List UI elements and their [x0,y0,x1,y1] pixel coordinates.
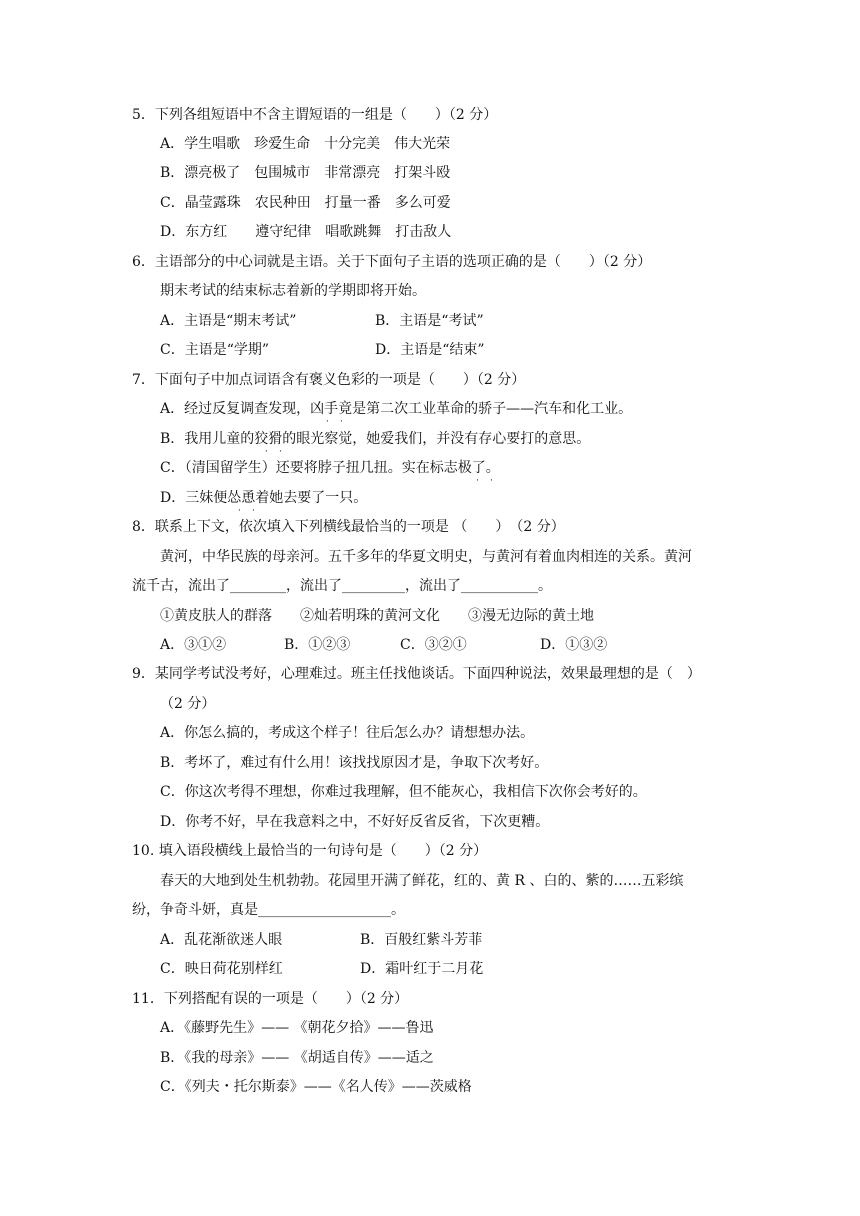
question-9-stem: 9．某同学考试没考好，心理难过。班主任找他谈话。下面四种说法，效果最理想的是（ ） [132,666,701,682]
question-6-stem: 6．主语部分的中心词就是主语。关于下面句子主语的选项正确的是（ ）（2 分） [132,254,652,270]
emphasis-dot: · [265,447,268,457]
emphasis-dot: · [340,417,343,427]
question-11-option-a: A．《藤野先生》—— 《朝花夕拾》——鲁迅 [160,1020,434,1036]
question-5-option-b: B．漂亮极了 包围城市 非常漂亮 打架斗殴 [160,165,451,181]
emphasis-dot: · [490,476,493,486]
emphasis-dot: · [326,417,329,427]
question-6-sentence: 期末考试的结束标志着新的学期即将开始。 [160,283,426,299]
emphasis-dot: · [252,506,255,516]
question-6-option-b: B．主语是“考试” [375,313,484,329]
question-5-option-a: A．学生唱歌 珍爱生命 十分完美 伟大光荣 [160,136,451,152]
emphasis-dot: · [238,506,241,516]
question-6-option-c: C．主语是“学期” [160,342,270,358]
question-5-option-d: D．东方红 遵守纪律 唱歌跳舞 打击敌人 [160,224,452,240]
question-8-choices: ①黄皮肤人的群落 ②灿若明珠的黄河文化 ③漫无边际的黄土地 [160,608,594,624]
question-7-option-b: B．我用儿童的狡猾的眼光察觉，她爱我们，并没有存心要打的意思。 [160,431,591,447]
emphasis-dot: · [279,447,282,457]
question-11-option-b: B．《我的母亲》—— 《胡适自传》——适之 [160,1050,434,1066]
question-8-option-b: B．①②③ [284,637,351,653]
question-8-option-d: D．①③② [540,637,608,653]
question-10-passage-line-2: 纷，争奇斗妍，真是___________________。 [132,902,405,918]
question-7-option-a: A．经过反复调查发现，凶手竟是第二次工业革命的骄子——汽车和化工业。 [160,401,633,417]
emphasis-dot: · [476,476,479,486]
question-6-option-d: D．主语是“结束” [375,342,485,358]
question-10-passage-line-1: 春天的大地到处生机勃勃。花园里开满了鲜花，红的、黄 R 、白的、紫的……五彩缤 [160,873,684,889]
question-7-stem: 7．下面句子中加点词语含有褒义色彩的一项是（ ）（2 分） [132,372,526,388]
question-11-option-c: C．《列夫・托尔斯泰》——《名人传》——茨威格 [160,1079,472,1095]
question-8-option-c: C．③②① [400,637,467,653]
question-9-option-b: B．考坏了，难过有什么用！该找找原因才是，争取下次考好。 [160,755,549,771]
question-8-stem: 8．联系上下文，依次填入下列横线最恰当的一项是 （ ） （2 分） [132,519,565,535]
question-8-passage-line-2: 流千古，流出了________，流出了_________，流出了___________。 [132,578,552,594]
question-9-option-d: D．你考不好，早在我意料之中，不好好反省反省，下次更糟。 [160,814,550,830]
question-8-passage-line-1: 黄河，中华民族的母亲河。五千多年的华夏文明史，与黄河有着血肉相连的关系。黄河 [160,549,692,565]
question-7-option-d: D．三妹便怂恿着她去要了一只。 [160,490,368,506]
question-11-stem: 11．下列搭配有误的一项是（ ）（2 分） [132,991,409,1007]
question-10-option-b: B．百般红紫斗芳菲 [360,932,483,948]
question-10-option-c: C．映日荷花别样红 [160,961,283,977]
question-6-option-a: A．主语是“期末考试” [160,313,297,329]
question-9-option-a: A．你怎么搞的，考成这个样子！往后怎么办？请想想办法。 [160,725,535,741]
question-9-score: （2 分） [160,696,216,712]
question-7-option-c: C．（清国留学生）还要将脖子扭几扭。实在标志极了。 [160,460,500,476]
question-5-stem: 5．下列各组短语中不含主谓短语的一组是（ ）（2 分） [132,107,498,123]
question-9-option-c: C．你这次考得不理想，你难过我理解，但不能灰心，我相信下次你会考好的。 [160,784,647,800]
question-10-stem: 10. 填入语段横线上最恰当的一句诗句是（ ）（2 分） [132,843,488,859]
question-8-option-a: A．③①② [160,637,227,653]
question-5-option-c: C．晶莹露珠 农民种田 打量一番 多么可爱 [160,195,451,211]
question-10-option-a: A．乱花渐欲迷人眼 [160,932,283,948]
question-10-option-d: D．霜叶红于二月花 [360,961,484,977]
